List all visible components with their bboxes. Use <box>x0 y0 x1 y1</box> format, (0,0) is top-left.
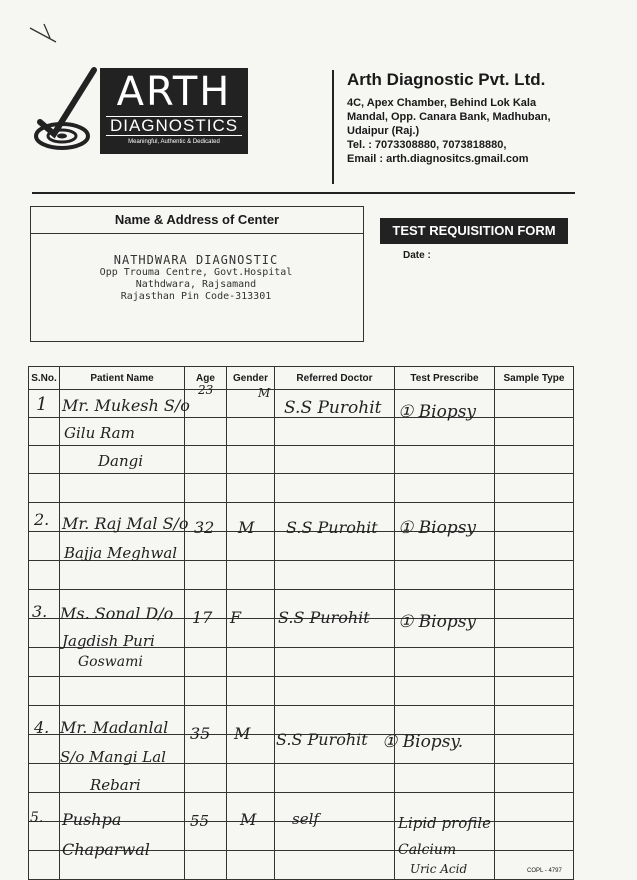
table-cell <box>29 561 60 590</box>
column-header: S.No. <box>29 367 60 390</box>
entry-3-name-line1: Ms. Sonal D/o <box>60 604 174 623</box>
table-cell <box>60 677 185 706</box>
center-heading: Name & Address of Center <box>31 207 363 234</box>
table-cell <box>29 677 60 706</box>
table-cell <box>395 677 495 706</box>
table-cell <box>60 561 185 590</box>
table-cell <box>495 503 574 532</box>
table-cell <box>275 418 395 446</box>
logo-subtitle: DIAGNOSTICS <box>106 116 242 136</box>
table-cell <box>227 851 275 880</box>
table-cell <box>495 532 574 561</box>
entry-5-sno: 5. <box>30 810 44 826</box>
table-cell <box>495 446 574 474</box>
table-cell <box>395 474 495 503</box>
table-cell <box>185 648 227 677</box>
table-cell <box>495 474 574 503</box>
entry-3-name-line2: Jagdish Puri <box>62 632 155 650</box>
entry-2-test: ① Biopsy <box>398 518 477 538</box>
address-line: Mandal, Opp. Canara Bank, Madhuban, <box>347 111 551 123</box>
table-cell <box>495 822 574 851</box>
table-cell <box>275 648 395 677</box>
entry-2-name-line2: Bajja Meghwal <box>64 544 178 562</box>
table-cell <box>495 390 574 418</box>
header-rule <box>32 192 575 194</box>
stamp-line: Rajasthan Pin Code-313301 <box>120 291 272 302</box>
table-cell <box>227 648 275 677</box>
table-header-row <box>29 367 574 390</box>
company-name: Arth Diagnostic Pvt. Ltd. <box>347 70 546 89</box>
company-tel: Tel. : 7073308880, 7073818880, <box>347 139 507 151</box>
table-cell <box>395 446 495 474</box>
table-cell <box>227 474 275 503</box>
entry-1-sno: 1 <box>36 394 48 415</box>
table-row <box>29 474 574 503</box>
table-cell <box>495 764 574 793</box>
entry-3-doctor: S.S Purohit <box>278 608 370 627</box>
entry-5-gender: M <box>240 810 257 829</box>
table-cell <box>185 561 227 590</box>
entry-1-age: 23 <box>198 383 214 397</box>
entry-5-test-line1: Lipid profile <box>398 814 492 832</box>
entry-1-test: ① Biopsy <box>398 402 477 422</box>
column-header: Age <box>185 367 227 390</box>
entry-1-name-line3: Dangi <box>98 452 144 470</box>
column-header: Gender <box>227 367 275 390</box>
table-cell <box>227 561 275 590</box>
entry-3-sno: 3. <box>32 602 48 621</box>
table-cell <box>395 561 495 590</box>
logo-title: ARTH <box>116 69 232 115</box>
table-cell <box>395 764 495 793</box>
table-cell <box>29 532 60 561</box>
entry-2-age: 32 <box>194 518 215 537</box>
entry-2-gender: M <box>238 518 255 537</box>
table-cell <box>227 677 275 706</box>
table-cell <box>185 764 227 793</box>
company-info <box>347 70 587 166</box>
table-row <box>29 677 574 706</box>
entry-4-name-line2: S/o Mangi Lal <box>60 748 166 766</box>
table-cell <box>495 590 574 619</box>
entry-4-age: 35 <box>190 724 211 743</box>
logo-tagline: Meaningful, Authentic & Dedicated <box>128 139 220 145</box>
table-cell <box>275 677 395 706</box>
entry-1-name-line2: Gilu Ram <box>64 424 135 442</box>
table-cell <box>227 446 275 474</box>
table-cell <box>227 764 275 793</box>
table-cell <box>29 764 60 793</box>
table-cell <box>29 648 60 677</box>
table-cell <box>29 474 60 503</box>
date-label: Date : <box>403 250 431 261</box>
table-cell <box>395 706 495 735</box>
table-cell <box>495 561 574 590</box>
table-cell <box>29 619 60 648</box>
column-header: Test Prescribe <box>395 367 495 390</box>
form-code: COPL - 4797 <box>527 868 562 874</box>
table-cell <box>227 418 275 446</box>
entry-4-name-line1: Mr. Madanlal <box>60 718 169 737</box>
entry-4-test: ① Biopsy. <box>382 732 464 752</box>
entry-1-name-line1: Mr. Mukesh S/o <box>62 396 190 415</box>
table-cell <box>495 418 574 446</box>
table-cell <box>495 648 574 677</box>
entry-5-test-line3: Uric Acid <box>410 862 468 876</box>
table-cell <box>185 418 227 446</box>
table-cell <box>185 677 227 706</box>
table-cell <box>185 474 227 503</box>
entry-1-doctor: S.S Purohit <box>284 398 382 418</box>
entry-4-doctor: S.S Purohit <box>276 730 368 749</box>
header-divider <box>332 70 334 184</box>
form-title: TEST REQUISITION FORM <box>380 218 568 244</box>
entry-5-doctor: self <box>292 810 319 828</box>
table-cell <box>29 418 60 446</box>
entry-4-name-line3: Rebari <box>90 776 141 794</box>
table-cell <box>495 706 574 735</box>
stamp-line: Nathdwara, Rajsamand <box>135 279 257 290</box>
entry-2-sno: 2. <box>34 510 50 529</box>
address-line: Udaipur (Raj.) <box>347 125 420 137</box>
table-cell <box>395 648 495 677</box>
column-header: Patient Name <box>60 367 185 390</box>
table-cell <box>29 735 60 764</box>
entry-2-doctor: S.S Purohit <box>286 518 378 537</box>
entry-5-name-line1: Pushpa <box>62 810 122 829</box>
center-address-box <box>30 206 364 342</box>
entry-5-test-line2: Calcium <box>398 842 457 858</box>
pen-mark <box>26 22 66 52</box>
entry-5-name-line2: Chaparwal <box>62 840 150 859</box>
address-line: 4C, Apex Chamber, Behind Lok Kala <box>347 97 537 109</box>
table-cell <box>495 793 574 822</box>
entry-3-gender: F <box>230 608 242 627</box>
entry-4-sno: 4. <box>34 718 50 737</box>
column-header: Sample Type <box>495 367 574 390</box>
table-cell <box>495 677 574 706</box>
table-cell <box>185 446 227 474</box>
company-logo <box>100 68 248 154</box>
table-cell <box>29 446 60 474</box>
entry-5-age: 55 <box>190 812 210 830</box>
entry-3-test: ① Biopsy <box>398 612 477 632</box>
table-cell <box>495 851 574 880</box>
table-cell <box>275 764 395 793</box>
table-cell <box>185 851 227 880</box>
entry-3-name-line3: Goswami <box>78 654 143 670</box>
entry-4-gender: M <box>234 724 251 743</box>
table-cell <box>275 851 395 880</box>
entry-2-name-line1: Mr. Raj Mal S/o <box>62 514 189 533</box>
table-cell <box>495 619 574 648</box>
entry-3-age: 17 <box>192 608 213 627</box>
table-cell <box>275 446 395 474</box>
table-cell <box>275 474 395 503</box>
table-cell <box>495 735 574 764</box>
logo-target-icon <box>32 64 102 154</box>
table-cell <box>275 561 395 590</box>
company-email: Email : arth.diagnositcs.gmail.com <box>347 153 529 165</box>
entry-1-gender: M <box>258 386 271 400</box>
table-cell <box>60 474 185 503</box>
center-stamp <box>81 253 311 303</box>
stamp-name: NATHDWARA DIAGNOSTIC <box>113 253 279 267</box>
column-header: Referred Doctor <box>275 367 395 390</box>
stamp-line: Opp Trouma Centre, Govt.Hospital <box>99 267 293 278</box>
table-cell <box>29 851 60 880</box>
table-row <box>29 561 574 590</box>
